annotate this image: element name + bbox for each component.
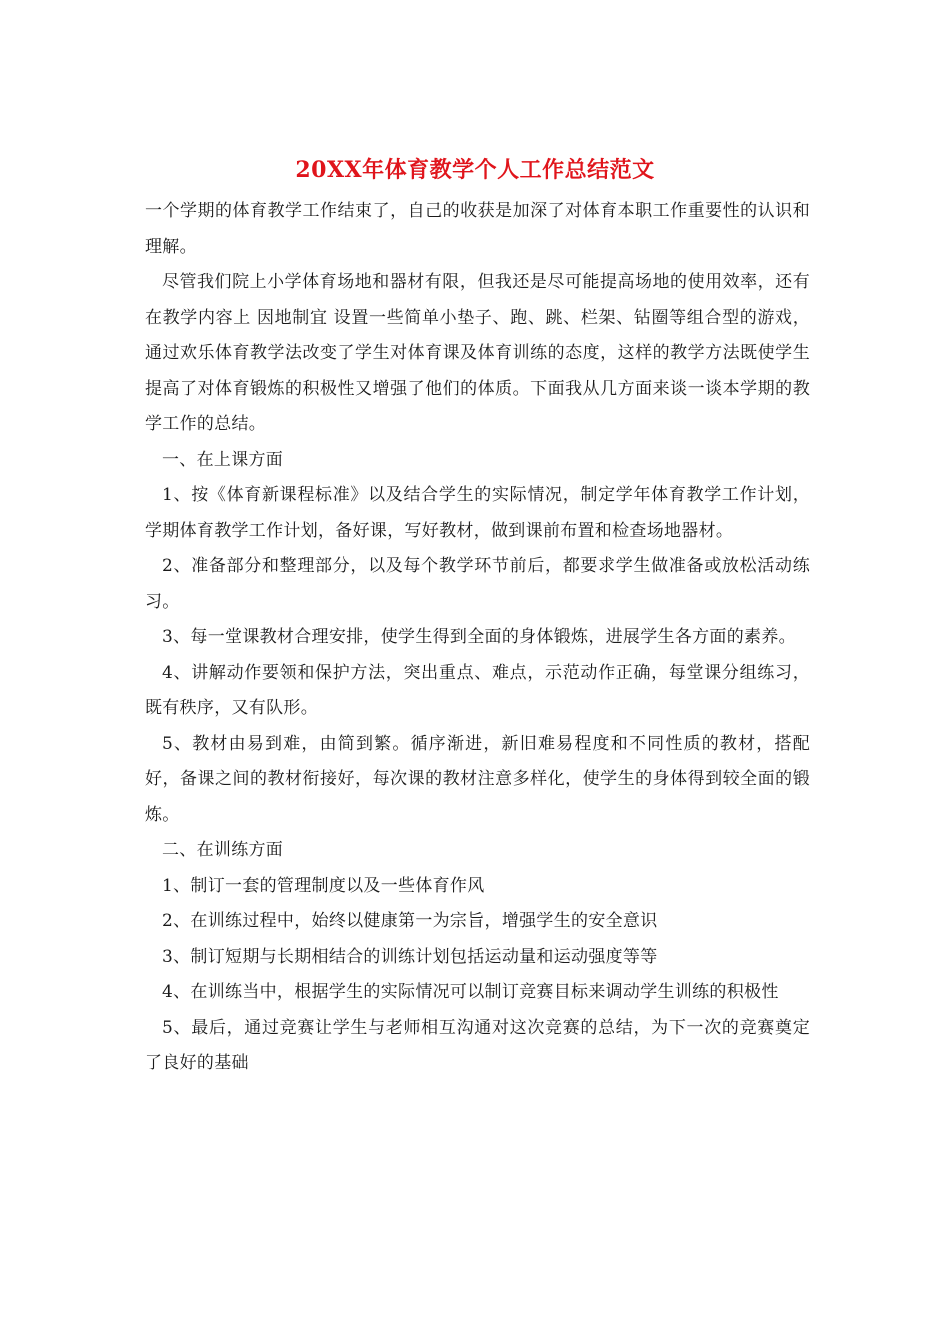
- document-title: 20XX年体育教学个人工作总结范文: [295, 157, 655, 183]
- list-item: 1、按《体育新课程标准》以及结合学生的实际情况，制定学年体育教学工作计划，学期体育教学工作计划，备好课，写好教材，做到课前布置和检查场地器材。: [145, 485, 810, 541]
- list-item: 3、每一堂课教材合理安排，使学生得到全面的身体锻炼，进展学生各方面的素养。: [162, 627, 796, 647]
- list-item: 2、准备部分和整理部分，以及每个教学环节前后，都要求学生做准备或放松活动练习。: [145, 556, 810, 612]
- list-item: 3、制订短期与长期相结合的训练计划包括运动量和运动强度等等: [162, 946, 658, 967]
- list-item: 2、在训练过程中，始终以健康第一为宗旨，增强学生的安全意识: [162, 911, 658, 931]
- paragraph-overview: 尽管我们院上小学体育场地和器材有限，但我还是尽可能提高场地的使用效率，还有在教学内容上 因地制宜 设置一些简单小垫子、跑、跳、栏架、钻圈等组合型的游戏，通过欢乐体育教学法改变了学生对体育课及体育训练的态度，这样的教学方法既使学生提高了对体育锻炼的积极性又增强了他们的体质。下面我从几方面来谈一谈本学期的教学工作的总结。: [145, 272, 810, 434]
- list-item: 5、教材由易到难，由简到繁。循序渐进，新旧难易程度和不同性质的教材，搭配好，备课之间的教材衔接好，每次课的教材注意多样化，使学生的身体得到较全面的锻炼。: [145, 733, 810, 825]
- section-heading-training: 二、在训练方面: [162, 840, 284, 860]
- list-item: 4、讲解动作要领和保护方法，突出重点、难点，示范动作正确，每堂课分组练习，既有秩序，又有队形。: [145, 662, 810, 718]
- list-item: 4、在训练当中，根据学生的实际情况可以制订竞赛目标来调动学生训练的积极性: [162, 982, 779, 1002]
- list-item: 5、最后，通过竞赛让学生与老师相互沟通对这次竞赛的总结，为下一次的竞赛奠定了良好的基础: [145, 1017, 810, 1073]
- list-item: 1、制订一套的管理制度以及一些体育作风: [162, 875, 485, 896]
- section-heading-classes: 一、在上课方面: [162, 449, 284, 470]
- paragraph-intro: 一个学期的体育教学工作结束了，自己的收获是加深了对体育本职工作重要性的认识和理解。: [145, 201, 810, 257]
- document-body: [145, 194, 810, 1082]
